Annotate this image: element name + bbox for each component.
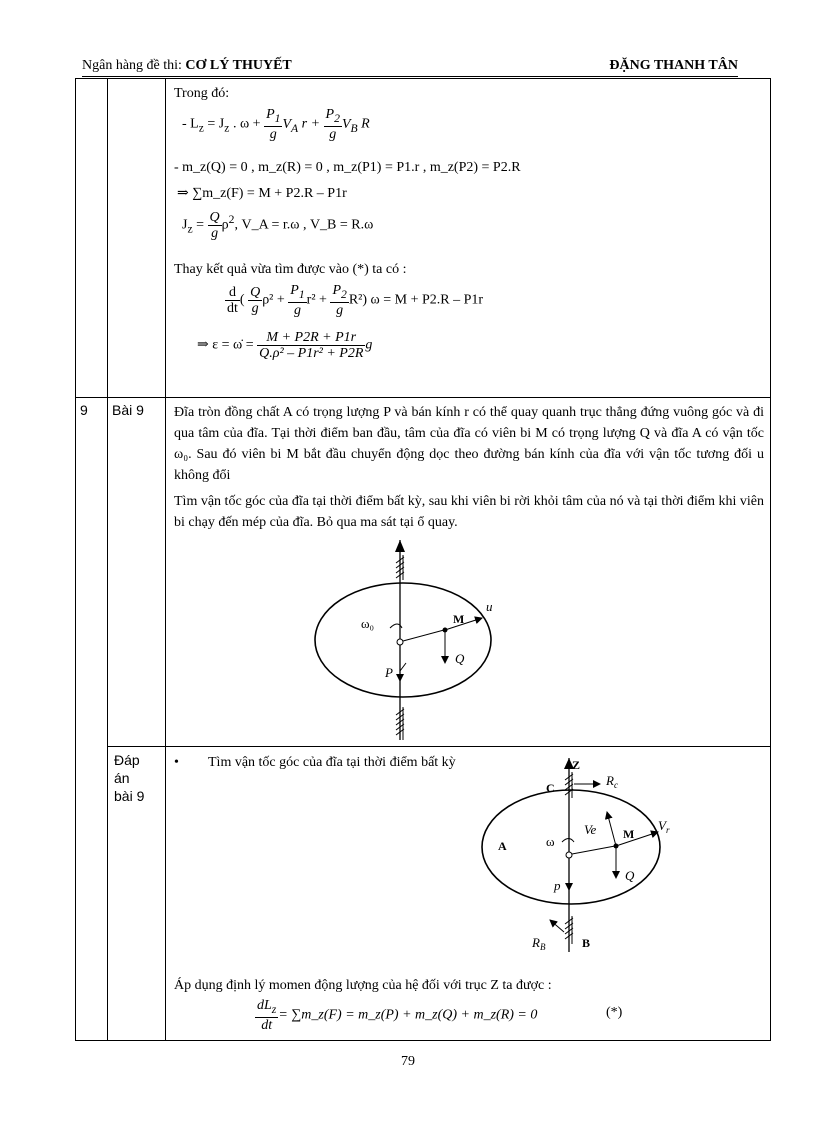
eq-sum-moments: ⇒ ∑m_z(F) = M + P2.R – P1r xyxy=(177,186,347,201)
z-label: Z xyxy=(572,758,581,772)
header-author: ĐẶNG THANH TÂN xyxy=(609,58,738,73)
u-label: u xyxy=(486,599,493,614)
answer-bullet: • xyxy=(174,755,179,770)
ve-vector xyxy=(607,812,616,846)
answer-figure xyxy=(470,752,700,957)
vr-label: $V_r$ xyxy=(658,818,670,835)
problem-text: Đĩa tròn đồng chất A có trọng lượng P và bán kính r có thể quay quanh trục thẳng đứng vuông góc và đi qua tâm của đĩa. Tại thời điểm ban đầu, tâm của đĩa có viên bi M có trọng lượng Q và đĩa A có vận tốc ω₀. Sau đó viên bi M bắt đầu chuyển động dọc theo đường bán kính của đĩa với vận tốc tương đối u không đổi xyxy=(174,405,764,483)
header-rule xyxy=(82,76,738,77)
prev-intro: Trong đó: xyxy=(174,86,230,101)
m-label: M xyxy=(453,612,465,626)
q-label: Q xyxy=(455,651,465,666)
ve-label: Ve xyxy=(584,822,597,837)
rb-label: $R_B$ xyxy=(532,935,546,952)
col-divider-1 xyxy=(107,78,108,1041)
rc-label: $R_c$ xyxy=(606,773,618,790)
eq-tag: (*) xyxy=(606,1005,623,1020)
omega0-label: ω₀ xyxy=(361,616,375,631)
disk-ellipse xyxy=(315,583,491,697)
eq-lz: - $L_z = J_z$ . ω + $\frac{P_1}{g}$ $V_A$ r + $\frac{P_2}{g}$ $V_B$ R xyxy=(182,107,370,142)
header-subject: CƠ LÝ THUYẾT xyxy=(185,58,292,73)
answer-m-label: M xyxy=(623,827,635,841)
problem-question: Tìm vận tốc góc của đĩa tại thời điểm bất kỳ, sau khi viên bi rời khỏi tâm của nó và tại thời điểm khi viên bi chạy đến mép của đĩa. Bỏ qua ma sát tại ổ quay. xyxy=(174,494,764,530)
page-number: 79 xyxy=(401,1054,415,1069)
c-label: C xyxy=(546,781,555,795)
answer-p-label: p xyxy=(554,878,561,893)
row-divider-1 xyxy=(75,397,771,398)
answer-label: Đáp án bài 9 xyxy=(114,752,145,804)
substitute-text: Thay kết quả vừa tìm được vào (*) ta có : xyxy=(174,262,407,277)
a-label: A xyxy=(498,839,507,853)
row-divider-2 xyxy=(107,746,771,747)
header-left: Ngân hàng đề thi: CƠ LÝ THUYẾT xyxy=(82,58,292,73)
axis-arrow-icon xyxy=(395,540,405,552)
eq-derivative: $\frac{d}{dt}$ ( $\frac{Q}{g}$ ρ² + $\frac{P_1}{g}$ r² + $\frac{P_2}{g}$ R²) ω = M + P2.R – P1r xyxy=(227,283,484,318)
answer-disk-ellipse xyxy=(482,790,660,904)
col-divider-2 xyxy=(165,78,166,1041)
eq-jz: $J_z$ = $\frac{Q}{g}$ $\rho^2$, V_A = r.ω , V_B = R.ω xyxy=(182,210,374,241)
eq-momentum: $\frac{dL_z}{dt}$ = ∑m_z(F) = m_z(P) + m_z(Q) + m_z(R) = 0 xyxy=(257,998,538,1033)
b-label: B xyxy=(582,936,591,950)
disk-center xyxy=(397,639,403,645)
answer-q-label: Q xyxy=(625,868,635,883)
omega-label: ω xyxy=(546,834,555,849)
p-label: P xyxy=(385,665,393,680)
problem-label: Bài 9 xyxy=(112,402,144,418)
eq-epsilon: ⇒ ε = ω̇ = $\frac{M + P2R + P1r}{\text{Q.ρ² – P1r² + P2R}}$ g xyxy=(197,330,373,361)
eq-moments: - m_z(Q) = 0 , m_z(R) = 0 , m_z(P1) = P1.r , m_z(P2) = P2.R xyxy=(174,160,521,175)
p-vector xyxy=(400,663,406,681)
answer-bullet-text: Tìm vận tốc góc của đĩa tại thời điểm bất kỳ xyxy=(208,755,456,770)
answer-disk-center xyxy=(566,852,572,858)
answer-text: Áp dụng định lý momen động lượng của hệ đối với trục Z ta được : xyxy=(174,978,552,993)
answer-radius-line xyxy=(572,846,615,854)
problem-figure xyxy=(290,535,520,745)
rb-vector xyxy=(550,920,564,932)
radius-line xyxy=(403,630,444,641)
page-header xyxy=(82,58,738,78)
problem-number: 9 xyxy=(80,402,88,418)
answer-rotation-icon xyxy=(562,839,574,843)
